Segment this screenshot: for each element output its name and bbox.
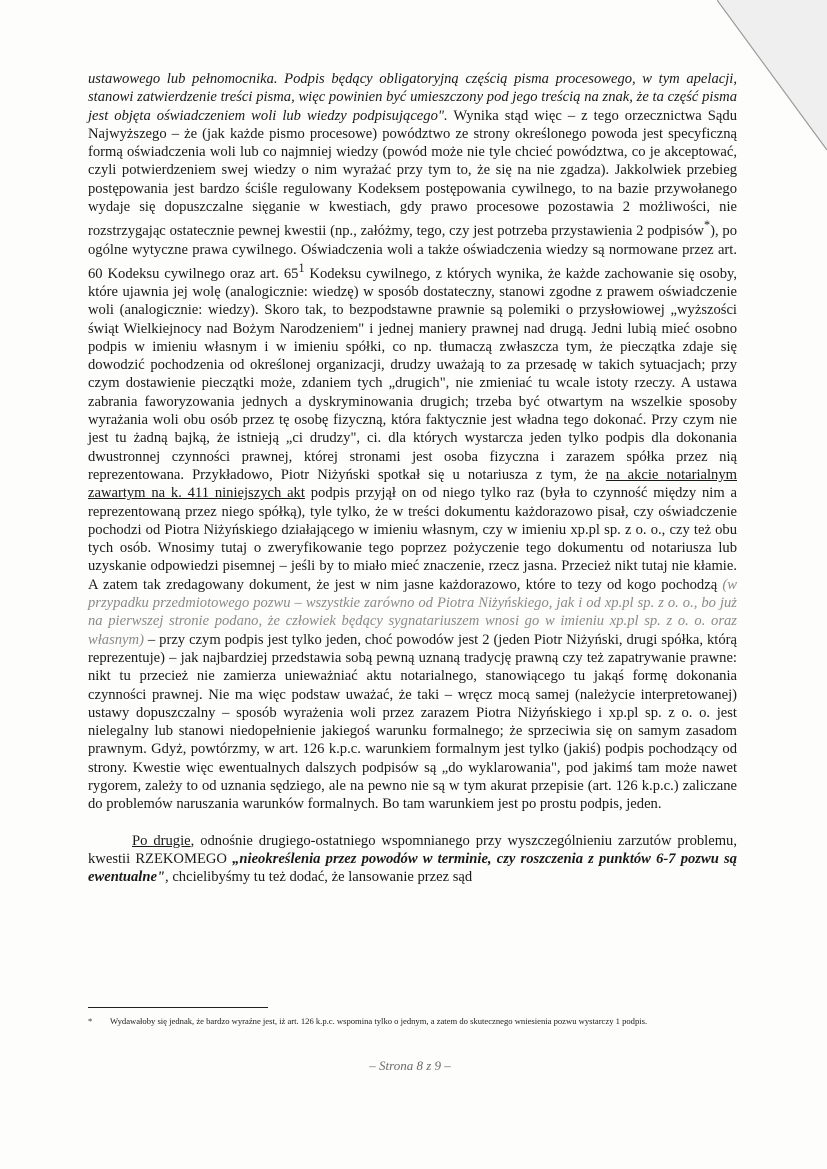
faint-annotation: (w przypadku przedmiotowego pozwu – wszystkie zarówno od Piotra Niżyńskiego, jak i od xp.pl sp. z o. o., bo już na pierwszej stronie podano, że człowiek będący sygnatariuszem wnosi go w imieniu xp.pl sp. z o. o. oraz własnym) <box>88 576 737 648</box>
footnote-mark: * <box>88 1016 93 1026</box>
underlined-text: Po drugie <box>132 832 191 849</box>
body-text <box>88 70 737 886</box>
italic-quote: ustawowego lub pełnomocnika. Podpis będący obligatoryjną częścią pisma procesowego, w tym apelacji, stanowi zatwierdzenie treści pisma, więc powinien być umieszczony pod jego treścią na znak, że ta część pisma jest objęta oświadczeniem woli lub wiedzy podpisującego". <box>88 71 737 124</box>
footnote <box>88 1015 737 1027</box>
footnote-text: Wydawałoby się jednak, że bardzo wyraźne jest, iż art. 126 k.p.c. wspomina tylko o jednym, a zatem do skutecznego wniesienia pozwu wystarczy 1 podpis. <box>110 1016 648 1026</box>
text-run: Kodeksu cywilnego, z których wynika, że każde zachowanie się osoby, które ujawnia jej wolę (analogicznie: wiedzę) w sposób dostateczny, stanowi zgodne z prawem oświadczenie woli (analogicznie: wiedzy). Skoro tak, to bezpodstawne prawnie są polemiki o przysłowiowej „wyższości świąt Wielkiejnocy nad Bożym Narodzeniem" i jednej maniery prawnej nad drugą. Jedni lubią mieć osobno podpis w imieniu własnym i w imieniu spółki, co np. tłumaczą zwłaszcza tym, że pieczątka zdaje się dowodzić pochodzenia od określonej organizacji, drudzy uważają to za przesadę w takich sytuacjach; przy czym dostawienie pieczątki może, zdaniem tych „drugich", nie zmieniać tu wcale istoty rzeczy. A ustawa zabrania faworyzowania jednych a dyskryminowania drugich; trzeba być otwartym na wszelkie sposoby wyrażania woli obu osób przez tę osobę fizyczną, która faktycznie jest władna tego dokonać. Przy czym nie jest tu żadną bajką, że istnieją „ci drudzy", ci. dla których wystarcza jeden tylko podpis dla dokonania dwustronnej czynności prawnej, której stronami jest osoba fizyczna i zarazem spółka przez nią reprezentowana. Przykładowo, Piotr Niżyński spotkał się u notariusza z tym, że <box>88 265 738 483</box>
superscript-mark: 1 <box>298 260 305 275</box>
paragraph-signature-argument <box>88 70 737 814</box>
footnote-divider <box>88 1007 268 1008</box>
page-number: – Strona 8 z 9 – <box>369 1058 451 1073</box>
bold-italic-quote: „nieokreślenia przez powodów w terminie, czy roszczenia z punktów 6-7 pozwu są ewentualne" <box>88 850 737 886</box>
text-run: , chcielibyśmy tu też dodać, że lansowanie przez sąd <box>165 869 473 886</box>
text-run: podpis przyjął on od niego tylko raz (była to czynność między nim a reprezentowaną przez niego spółką), tyle tylko, że w treści dokumentu każdorazowo pisał, czy oświadczenie pochodzi od Piotra Niżyńskiego działającego w imieniu własnym, czy w imieniu xp.pl sp. z o. o., czy też obu tych osób. Wnosimy tutaj o zweryfikowanie tego poprzez pożyczenie tego dokumentu od notariusza lub uzyskanie odpowiedzi pisemnej – jeśli by to miało mieć znaczenie, rzecz jasna. Przecież nikt tutaj nie kłamie. A zatem tak zredagowany dokument, że jest w nim jasne każdorazowo, które to tezy od kogo pochodzą <box>88 485 737 593</box>
text-run: ), po ogólne wytyczne prawa cywilnego. Oświadczenia woli a także oświadczenia wiedzy są normowane przez art. 60 Kodeksu cywilnego oraz art. 65 <box>88 223 737 282</box>
text-run: , odnośnie drugiego-ostatniego wspomnianego przy wyszczególnieniu zarzutów problemu, kwestii RZEKOMEGO <box>88 832 737 867</box>
text-run: – przy czym podpis jest tylko jeden, choć powodów jest 2 (jeden Piotr Niżyński, drugi spółka, którą reprezentuje) – jak najbardziej przedstawia sobą pewną uznaną tradycję prawną czy też zapatrywanie prawne: nikt tu przecież nie zamierza unieważniać aktu notarialnego, stanowiącego tu jakąś formę dokonania czynności prawnej. Nie ma więc podstaw uważać, że taki – wręcz mocą samej (należycie interpretowanej) ustawy dopuszczalny – sposób wyrażenia woli przez zarazem Piotra Niżyńskiego i xp.pl sp. z o. o. jest nielegalny lub stanowi niedopełnienie jakiegoś warunku formalnego; że sprzeciwia się on samym zasadom prawnym. Gdyż, powtórzmy, w art. 126 k.p.c. warunkiem formalnym jest tylko (jakiś) podpis pochodzący od strony. Kwestie więc ewentualnych dalszych podpisów są „do wyklarowania", pod jakimś tam może nawet rygorem, zależy to od uznania sędziego, ale na pewno nie są w tym akurat przepisie (art. 126 k.p.c.) zaliczane do problemów naruszania warunków formalnych. Bo tam warunkiem jest po prostu podpis, jeden. <box>88 631 737 813</box>
superscript-mark: * <box>704 218 711 233</box>
text-run: Wynika stąd więc – z tego orzecznictwa Sądu Najwyższego – że (jak każde pismo procesowe) powództwo ze strony określonego powoda jest specyficzną formą oświadczenia woli lub co najmniej wiedzy (powód może nie tyle chcieć powództwa, co je akceptować, czyli potwierdzeniem swej wiedzy o nim wyrażać przy tym to, że się na nie zgadza). Jakkolwiek przebieg postępowania jest bardzo ściśle regulowany Kodeksem postępowania cywilnego, to na bazie przywołanego wydaje się dopuszczalne sięganie w kwestiach, gdy prawo procesowe pozostawia 2 możliwości, nie rozstrzygając ostatecznie pewnej kwestii (np., załóżmy, tego, czy jest potrzeba przystawienia 2 podpisów <box>88 107 737 240</box>
underlined-text: na akcie notarialnym zawartym na k. 411 niniejszych akt <box>88 466 737 502</box>
paragraph-second-point <box>88 832 737 887</box>
